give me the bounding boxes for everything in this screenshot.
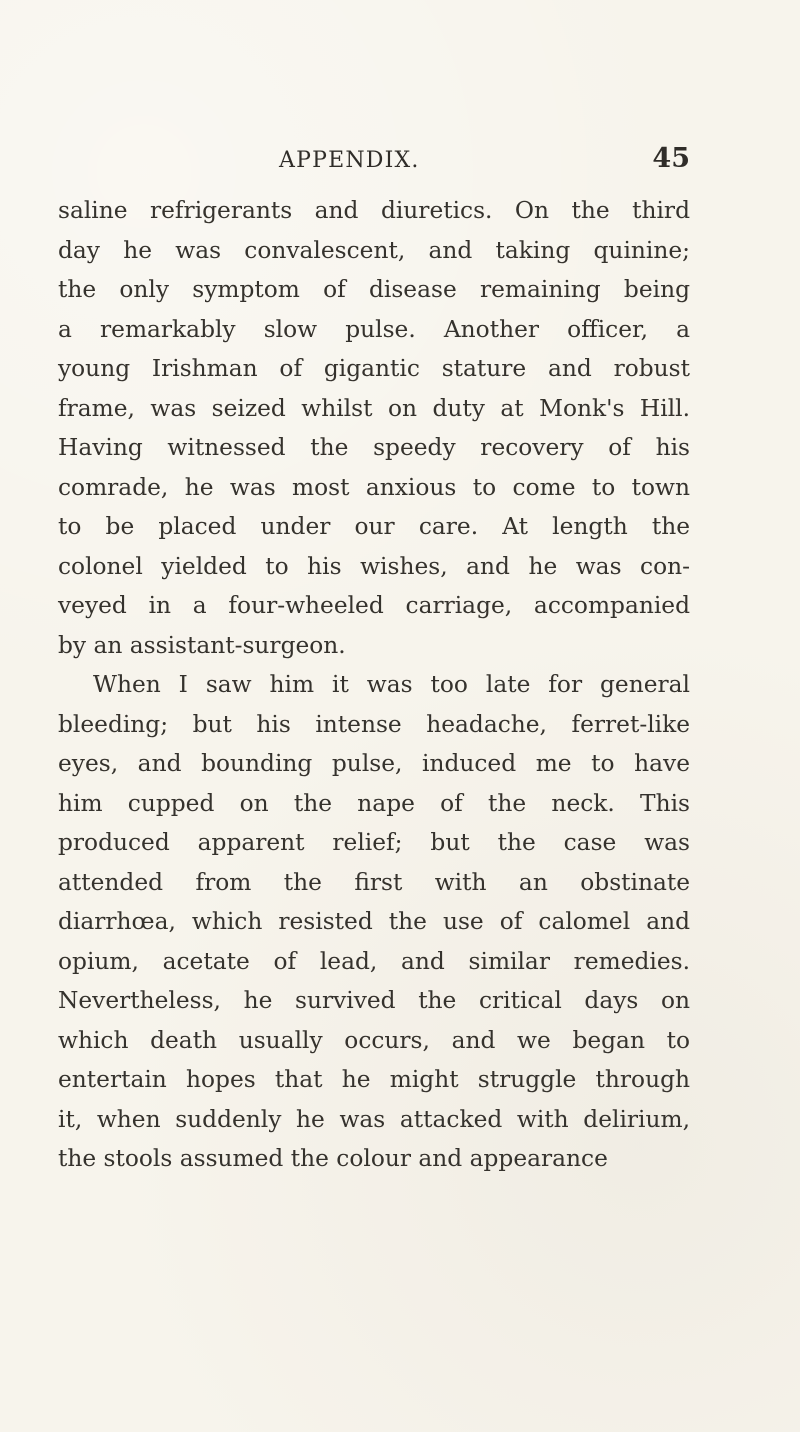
text-line-2: day he was convalescent, and taking quinine; (58, 236, 690, 264)
text-line-4: a remarkably slow pulse. Another officer, a (58, 315, 690, 343)
text-line-5: young Irishman of gigantic stature and robust (58, 355, 690, 382)
text-line-9: to be placed under our care. At length the (58, 513, 690, 540)
body-text (58, 191, 690, 1179)
running-head: APPENDIX. (279, 148, 420, 173)
text-line-23: entertain hopes that he might struggle through (58, 1066, 690, 1093)
text-line-20: opium, acetate of lead, and similar remedies. (58, 947, 690, 975)
text-line-12: by an assistant-surgeon. (58, 631, 346, 659)
text-line-7: Having witnessed the speedy recovery of his (58, 434, 690, 461)
text-line-1: saline refrigerants and diuretics. On the third (58, 197, 690, 224)
text-line-19: diarrhœa, which resisted the use of calomel and (58, 908, 690, 935)
text-line-3: the only symptom of disease remaining being (58, 276, 690, 303)
text-line-14: bleeding; but his intense headache, ferret-like (58, 710, 690, 738)
text-line-21: Nevertheless, he survived the critical days on (58, 987, 690, 1014)
text-line-25: the stools assumed the colour and appearance (58, 1145, 608, 1172)
text-line-15: eyes, and bounding pulse, induced me to have (58, 750, 690, 777)
text-line-8: comrade, he was most anxious to come to town (58, 473, 690, 501)
text-line-18: attended from the first with an obstinate (58, 868, 690, 896)
text-line-13: When I saw him it was too late for general (93, 671, 690, 698)
text-line-24: it, when suddenly he was attacked with delirium, (58, 1105, 690, 1133)
page-number: 45 (652, 143, 690, 174)
text-line-6: frame, was seized whilst on duty at Monk's Hill. (58, 394, 690, 422)
text-line-11: veyed in a four-wheeled carriage, accompanied (58, 592, 690, 619)
text-line-17: produced apparent relief; but the case was (58, 829, 690, 856)
text-line-22: which death usually occurs, and we began to (58, 1026, 690, 1054)
text-line-16: him cupped on the nape of the neck. This (58, 789, 690, 817)
text-line-10: colonel yielded to his wishes, and he was con- (58, 552, 690, 580)
page-header (58, 138, 690, 178)
